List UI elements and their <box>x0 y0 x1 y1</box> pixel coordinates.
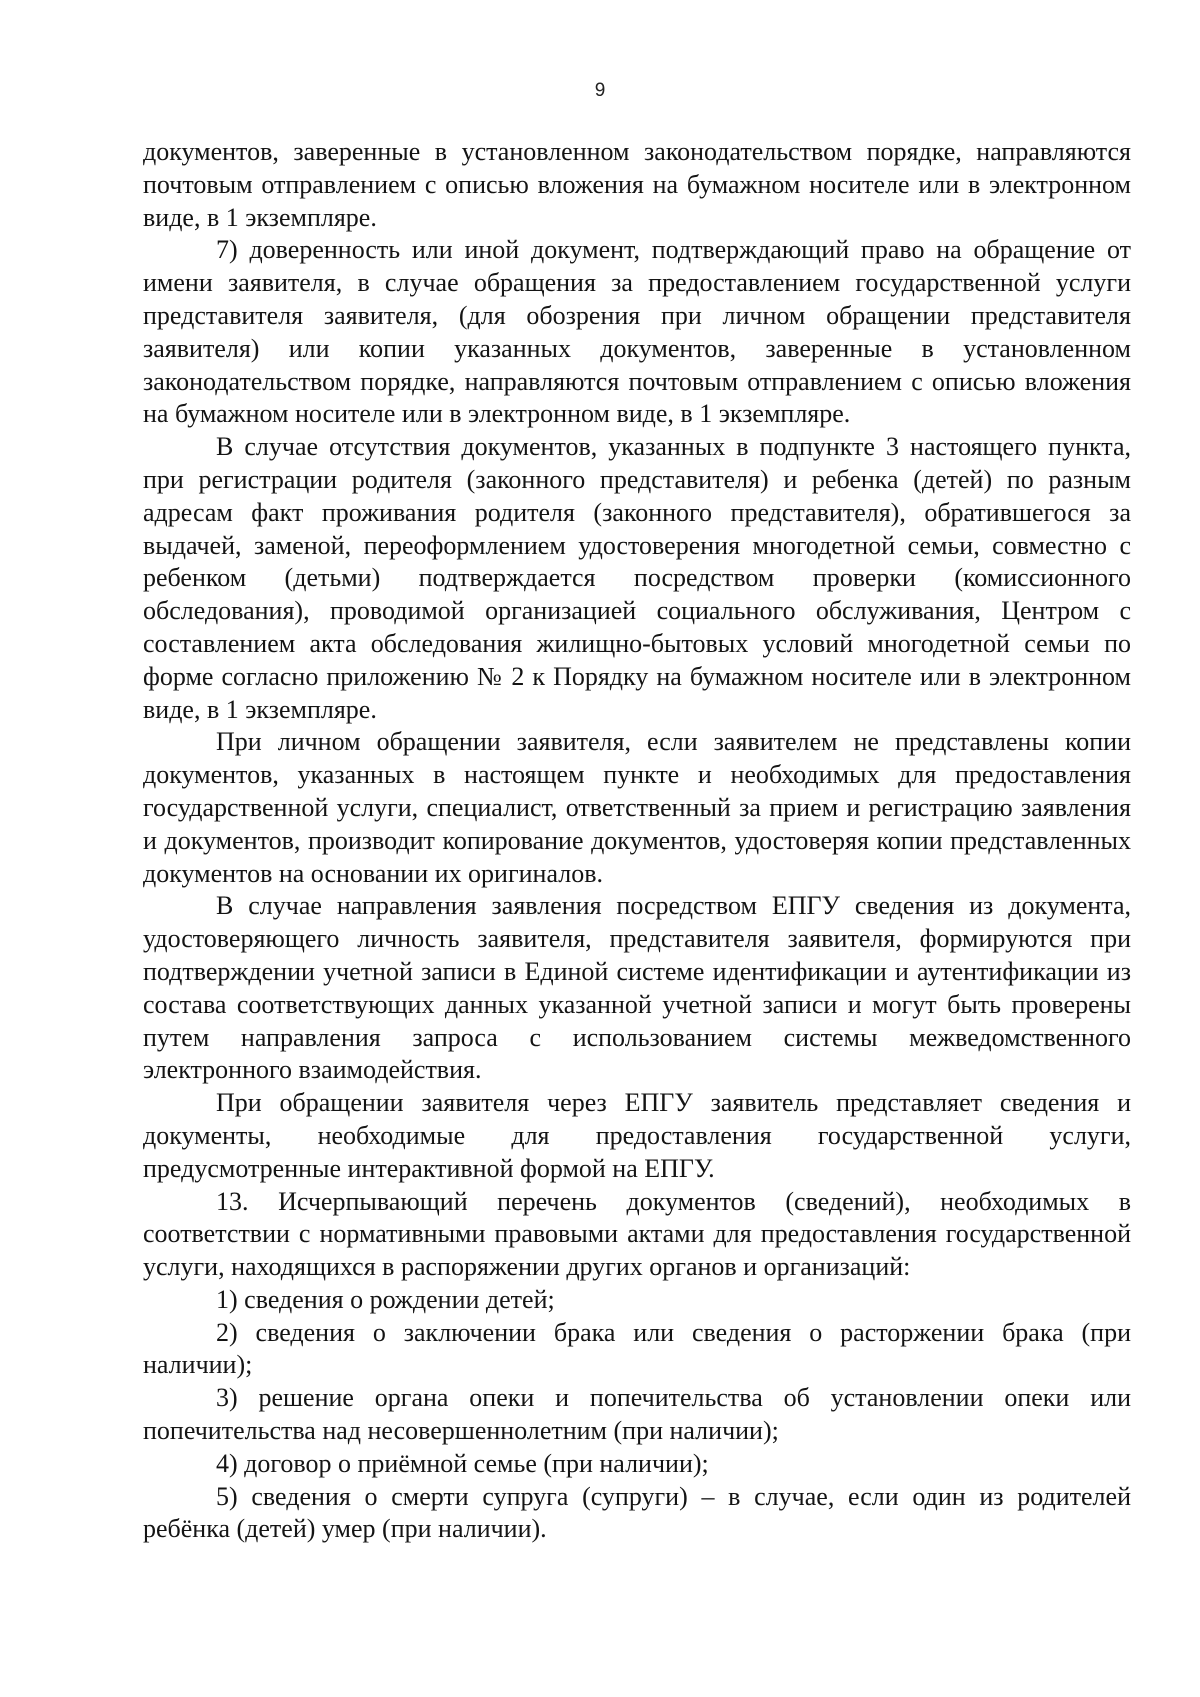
list-item-4-foster-family: 4) договор о приёмной семье (при наличии); <box>216 1448 709 1478</box>
page-number: 9 <box>594 80 606 101</box>
paragraph-personal-appeal-copies: При личном обращении заявителя, если заявителем не представлены копии документов, указанных в настоящем пункте и необходимых для предоставления государственной услуги, специалист, ответственный за прием и регистрацию заявления и документов, производит копирование документов, удостоверяя копии представленных документов на основании их оригиналов. <box>143 727 1131 888</box>
list-item-3-guardianship: 3) решение органа опеки и попечительства об установлении опеки или попечительства над несовершеннолетним (при наличии); <box>143 1383 1131 1446</box>
paragraph-continuation: документов, заверенные в установленном законодательством порядке, направляются почтовым отправлением с описью вложения на бумажном носителе или в электронном виде, в 1 экземпляре. <box>143 137 1131 232</box>
paragraph-absence-of-documents: В случае отсутствия документов, указанных в подпункте 3 настоящего пункта, при регистрации родителя (законного представителя) и ребенка (детей) по разным адресам факт проживания родителя (законного представителя), обратившегося за выдачей, заменой, переоформлением удостоверения многодетной семьи, совместно с ребенком (детьми) подтверждается посредством проверки (комиссионного обследования), проводимой организацией социального обслуживания, Центром с составлением акта обследования жилищно-бытовых условий многодетной семьи по форме согласно приложению № 2 к Порядку на бумажном носителе или в электронном виде, в 1 экземпляре. <box>143 432 1131 724</box>
document-body <box>143 136 1131 1546</box>
list-item-1-birth: 1) сведения о рождении детей; <box>216 1284 555 1314</box>
paragraph-epgu-appeal: При обращении заявителя через ЕПГУ заявитель представляет сведения и документы, необходимые для предоставления государственной услуги, предусмотренные интерактивной формой на ЕПГУ. <box>143 1088 1131 1183</box>
list-item-5-death-of-spouse: 5) сведения о смерти супруга (супруги) – в случае, если один из родителей ребёнка (детей) умер (при наличии). <box>143 1481 1131 1544</box>
paragraph-epgu-identity: В случае направления заявления посредством ЕПГУ сведения из документа, удостоверяющего личность заявителя, представителя заявителя, формируются при подтверждении учетной записи в Единой системе идентификации и аутентификации из состава соответствующих данных указанной учетной записи и могут быть проверены путем направления запроса с использованием системы межведомственного электронного взаимодействия. <box>143 891 1131 1085</box>
paragraph-item-7-power-of-attorney: 7) доверенность или иной документ, подтверждающий право на обращение от имени заявителя, в случае обращения за предоставлением государственной услуги представителя заявителя, (для обозрения при личном обращении представителя заявителя) или копии указанных документов, заверенные в установленном законодательством порядке, направляются почтовым отправлением с описью вложения на бумажном носителе или в электронном виде, в 1 экземпляре. <box>143 235 1131 429</box>
paragraph-section-13: 13. Исчерпывающий перечень документов (сведений), необходимых в соответствии с нормативными правовыми актами для предоставления государственной услуги, находящихся в распоряжении других органов и организаций: <box>143 1186 1131 1282</box>
list-item-2-marriage: 2) сведения о заключении брака или сведения о расторжении брака (при наличии); <box>143 1317 1131 1380</box>
